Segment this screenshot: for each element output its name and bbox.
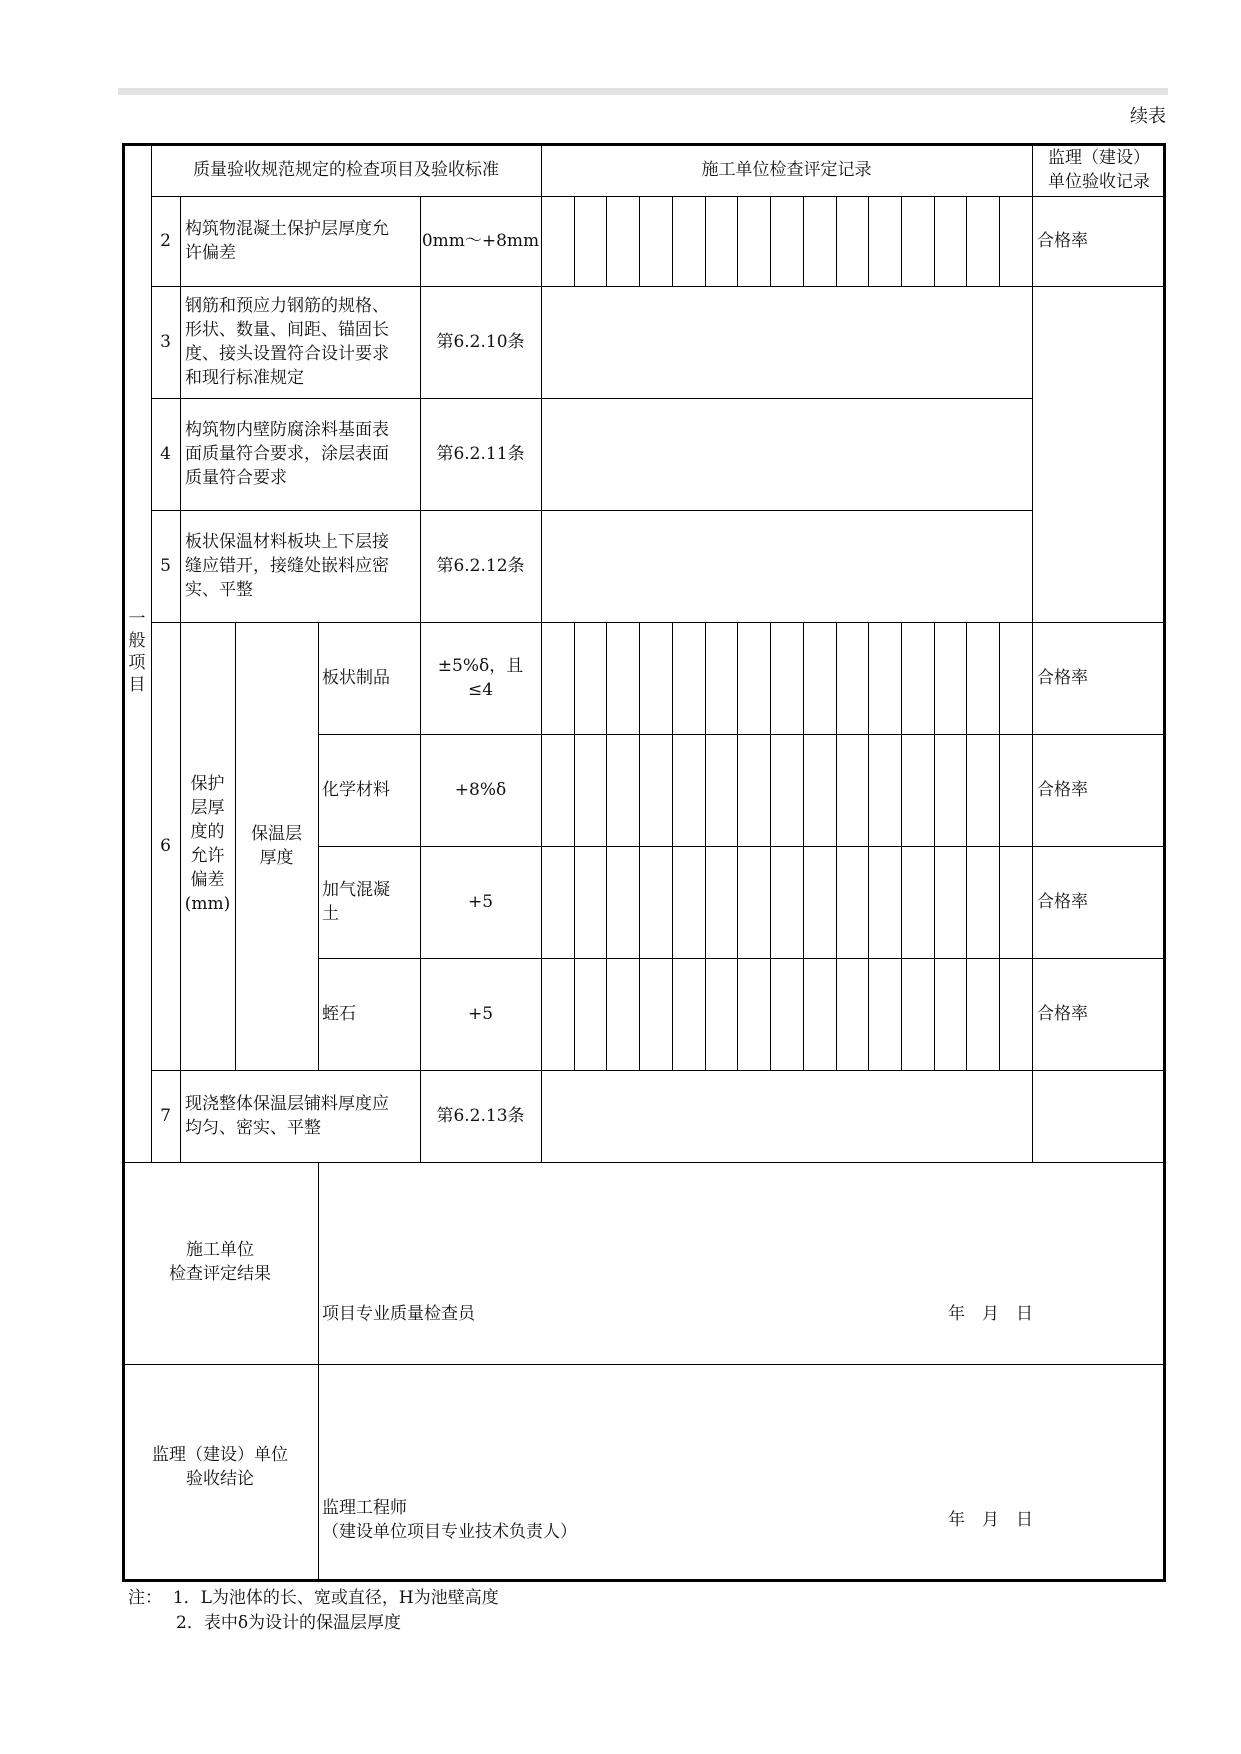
material-standard: +8%δ [454, 780, 507, 800]
rule [151, 622, 1166, 623]
rule [151, 143, 152, 1162]
rule [151, 1070, 1166, 1071]
row6-category: 保护 层厚 度的 允许 偏差 (mm) [184, 774, 231, 914]
header-supervision-record-1: 监理（建设） [1048, 148, 1150, 168]
supervision-conclusion-label: 监理（建设）单位 验收结论 [152, 1445, 288, 1489]
row-standard: 第6.2.13条 [436, 1106, 525, 1126]
top-rule [118, 88, 1168, 95]
row-standard: 第6.2.10条 [436, 332, 525, 352]
material-standard: ±5%δ，且 ≤4 [437, 656, 524, 700]
row-num: 7 [160, 1106, 171, 1126]
header-supervision-record-2: 单位验收记录 [1048, 172, 1150, 192]
construction-result-label: 施工单位 检查评定结果 [169, 1240, 271, 1284]
note-item: 1．L为池体的长、宽或直径，H为池壁高度 [172, 1588, 499, 1608]
header-standard: 质量验收规范规定的检查项目及验收标准 [193, 160, 499, 180]
construction-signer: 项目专业质量检查员 [322, 1304, 475, 1324]
row-standard: 第6.2.11条 [436, 444, 525, 464]
rule [122, 1364, 1166, 1365]
row-result: 合格率 [1037, 231, 1088, 251]
rule [151, 398, 1032, 399]
row-item: 钢筋和预应力钢筋的规格、 形状、数量、间距、锚固长 度、接头设置符合设计要求 和现行标准规定 [185, 296, 389, 388]
row-num: 5 [160, 556, 171, 576]
row-result: 合格率 [1037, 780, 1088, 800]
material-name: 加气混凝 土 [322, 880, 390, 924]
row-item: 板状保温材料板块上下层接 缝应错开，接缝处嵌料应密 实、平整 [185, 532, 389, 600]
notes [128, 1586, 499, 1636]
row-item: 现浇整体保温层铺料厚度应 均匀、密实、平整 [185, 1094, 389, 1138]
material-standard: +5 [467, 1004, 494, 1024]
material-standard: +5 [467, 892, 494, 912]
rule [318, 622, 319, 1070]
continuation-label: 续表 [1130, 106, 1166, 127]
supervision-signer: 监理工程师 （建设单位项目专业技术负责人） [322, 1498, 577, 1542]
rule [180, 196, 181, 1162]
row-standard: 第6.2.12条 [436, 556, 525, 576]
row-result: 合格率 [1037, 1004, 1088, 1024]
rule [318, 958, 1166, 959]
row-num: 2 [160, 231, 171, 251]
group-label [126, 608, 148, 696]
construction-date: 年 月 日 [948, 1304, 1033, 1324]
material-name: 化学材料 [322, 780, 390, 800]
rule [318, 734, 1166, 735]
row-item: 构筑物内壁防腐涂料基面表 面质量符合要求，涂层表面 质量符合要求 [185, 420, 389, 488]
rule [151, 286, 1166, 287]
row-result: 合格率 [1037, 668, 1088, 688]
note-item: 2．表中δ为设计的保温层厚度 [176, 1613, 402, 1633]
header-construction-record: 施工单位检查评定记录 [701, 160, 872, 180]
row-result: 合格率 [1037, 892, 1088, 912]
supervision-date: 年 月 日 [948, 1510, 1033, 1530]
material-name: 蛭石 [322, 1004, 356, 1024]
rule [541, 143, 542, 1162]
material-name: 板状制品 [322, 668, 390, 688]
row-item: 构筑物混凝土保护层厚度允 许偏差 [185, 219, 389, 263]
rule [318, 846, 1166, 847]
notes-prefix: 注： [128, 1588, 162, 1608]
row-num: 6 [160, 836, 171, 856]
rule [1032, 143, 1033, 1162]
row-num: 4 [160, 444, 171, 464]
row-standard: 0mm～+8mm [421, 231, 540, 251]
group-label-text: 一 般 项 目 [128, 609, 146, 695]
row6-subcategory: 保温层 厚度 [251, 824, 302, 868]
rule [122, 1162, 1166, 1163]
row-num: 3 [160, 332, 171, 352]
rule [151, 510, 1032, 511]
rule [318, 1162, 319, 1582]
rule [151, 196, 1166, 197]
